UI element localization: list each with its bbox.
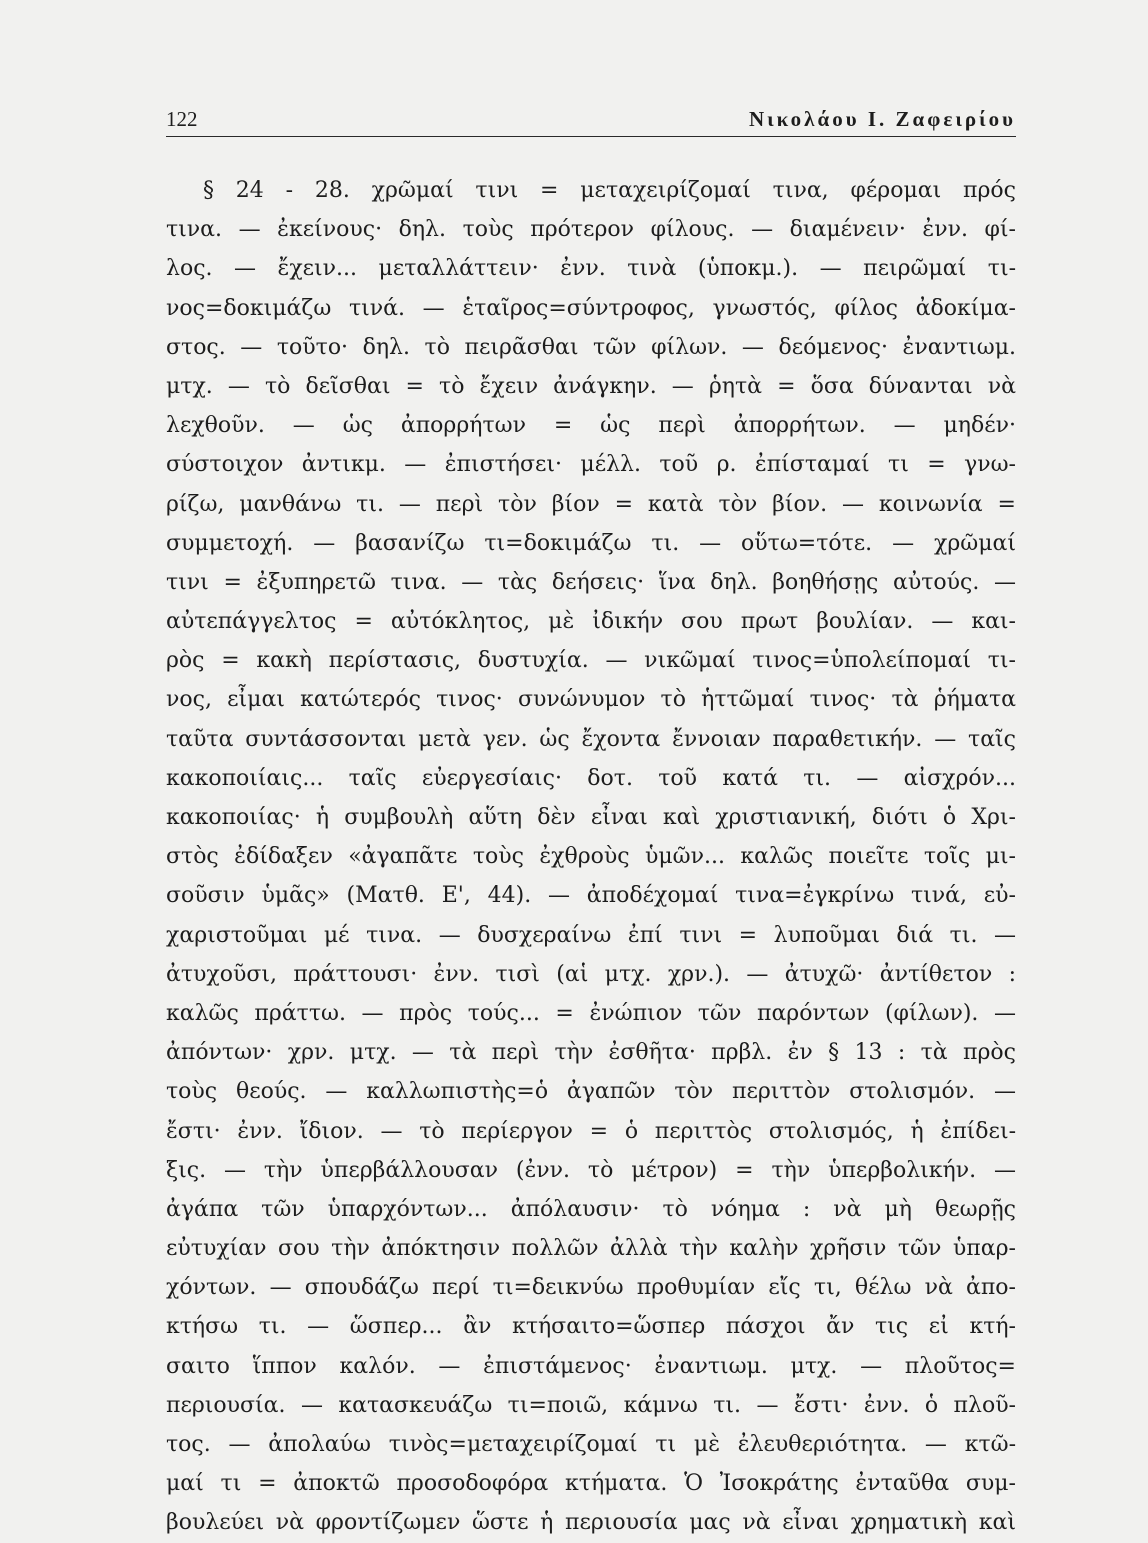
text-line: νος, εἶμαι κατώτερός τινος· συνώνυμον τὸ ἡττῶμαί τινος· τὰ ῥήματα (166, 687, 1016, 713)
text-line: ξις. — τὴν ὑπερβάλλουσαν (ἐνν. τὸ μέτρον) = τὴν ὑπερβολικήν. — (166, 1157, 1016, 1183)
text-line: § 24 - 28. χρῶμαί τινι = μεταχειρίζομαί τινα, φέρομαι πρός (203, 178, 1016, 203)
text-line: ἀγάπα τῶν ὑπαρχόντων... ἀπόλαυσιν· τὸ νόημα : νὰ μὴ θεωρῇς (166, 1196, 1016, 1222)
text-line: ταῦτα συντάσσονται μετὰ γεν. ὡς ἔχοντα ἔννοιαν παραθετικήν. — ταῖς (166, 726, 1016, 752)
page-header (166, 104, 1016, 137)
text-line: κακοποιίαις... ταῖς εὐεργεσίαις· δοτ. τοῦ κατά τι. — αἰσχρόν... (166, 765, 1016, 791)
text-line: κτήσω τι. — ὥσπερ... ἂν κτήσαιτο=ὥσπερ πάσχοι ἄν τις εἰ κτή- (166, 1314, 1016, 1340)
text-line: σαιτο ἵππον καλόν. — ἐπιστάμενος· ἐναντιωμ. μτχ. — πλοῦτος= (166, 1353, 1016, 1379)
text-line: στὸς ἐδίδαξεν «ἀγαπᾶτε τοὺς ἐχθροὺς ὑμῶν... καλῶς ποιεῖτε τοῖς μι- (166, 844, 1016, 870)
text-line: τινι = ἐξυπηρετῶ τινα. — τὰς δεήσεις· ἵνα δηλ. βοηθήσῃς αὐτούς. — (166, 569, 1016, 595)
text-line: τινα. — ἐκείνους· δηλ. τοὺς πρότερον φίλους. — διαμένειν· ἐνν. φί- (166, 217, 1016, 243)
text-line: τος. — ἀπολαύω τινὸς=μεταχειρίζομαί τι μὲ ἐλευθεριότητα. — κτῶ- (166, 1432, 1016, 1457)
text-line: στος. — τοῦτο· δηλ. τὸ πειρᾶσθαι τῶν φίλων. — δεόμενος· ἐναντιωμ. (166, 334, 1016, 360)
commentary-text (166, 171, 1016, 1543)
text-line: ρὸς = κακὴ περίστασις, δυστυχία. — νικῶμαί τινος=ὑπολείπομαί τι- (166, 648, 1016, 674)
text-line: ἀπόντων· χρν. μτχ. — τὰ περὶ τὴν ἐσθῆτα· πρβλ. ἐν § 13 : τὰ πρὸς (166, 1040, 1016, 1066)
text-line: αὐτεπάγγελτος = αὐτόκλητος, μὲ ἰδικήν σου πρωτ βουλίαν. — και- (166, 609, 1016, 635)
page-number: 122 (166, 107, 198, 131)
running-head: Νικολάου Ι. Ζαφειρίου (748, 107, 1016, 131)
text-line: ρίζω, μανθάνω τι. — περὶ τὸν βίον = κατὰ τὸν βίον. — κοινωνία = (166, 491, 1016, 517)
text-line: κακοποιίας· ἡ συμβουλὴ αὕτη δὲν εἶναι καὶ χριστιανική, διότι ὁ Χρι- (166, 805, 1016, 830)
text-line: σύστοιχον ἀντικμ. — ἐπιστήσει· μέλλ. τοῦ ρ. ἐπίσταμαί τι = γνω- (166, 452, 1016, 478)
text-line: καλῶς πράττω. — πρὸς τούς... = ἐνώπιον τῶν παρόντων (φίλων). — (166, 1000, 1016, 1026)
text-line: συμμετοχή. — βασανίζω τι=δοκιμάζω τι. — οὕτω=τότε. — χρῶμαί (166, 530, 1016, 556)
text-line: νος=δοκιμάζω τινά. — ἑταῖρος=σύντροφος, γνωστός, φίλος ἀδοκίμα- (166, 295, 1016, 321)
text-line: λεχθοῦν. — ὡς ἀπορρήτων = ὡς περὶ ἀπορρήτων. — μηδέν· (166, 413, 1016, 439)
text-line: περιουσία. — κατασκευάζω τι=ποιῶ, κάμνω τι. — ἔστι· ἐνν. ὁ πλοῦ- (166, 1392, 1016, 1418)
text-line: τοὺς θεούς. — καλλωπιστὴς=ὁ ἀγαπῶν τὸν περιττὸν στολισμόν. — (166, 1079, 1016, 1105)
text-line: ἔστι· ἐνν. ἴδιον. — τὸ περίεργον = ὁ περιττὸς στολισμός, ἡ ἐπίδει- (166, 1118, 1016, 1144)
text-line: σοῦσιν ὑμᾶς» (Ματθ. Ε', 44). — ἀποδέχομαί τινα=ἐγκρίνω τινά, εὐ- (166, 883, 1016, 909)
text-line: χόντων. — σπουδάζω περί τι=δεικνύω προθυμίαν εἴς τι, θέλω νὰ ἀπο- (166, 1275, 1016, 1301)
text-line: εὐτυχίαν σου τὴν ἀπόκτησιν πολλῶν ἀλλὰ τὴν καλὴν χρῆσιν τῶν ὑπαρ- (166, 1236, 1016, 1262)
text-line: μτχ. — τὸ δεῖσθαι = τὸ ἔχειν ἀνάγκην. — ῥητὰ = ὅσα δύνανται νὰ (166, 373, 1016, 399)
text-line: ἀτυχοῦσι, πράττουσι· ἐνν. τισὶ (αἱ μτχ. χρν.). — ἀτυχῶ· ἀντίθετον : (166, 961, 1016, 987)
text-line: χαριστοῦμαι μέ τινα. — δυσχεραίνω ἐπί τινι = λυποῦμαι διά τι. — (166, 922, 1016, 948)
text-line: λος. — ἔχειν... μεταλλάττειν· ἐνν. τινὰ (ὑποκμ.). — πειρῶμαί τι- (166, 256, 1016, 282)
text-line: μαί τι = ἀποκτῶ προσοδοφόρα κτήματα. Ὁ Ἰσοκράτης ἐνταῦθα συμ- (166, 1471, 1016, 1497)
text-line: βουλεύει νὰ φροντίζωμεν ὥστε ἡ περιουσία μας νὰ εἶναι χρηματικὴ καὶ (166, 1510, 1016, 1536)
